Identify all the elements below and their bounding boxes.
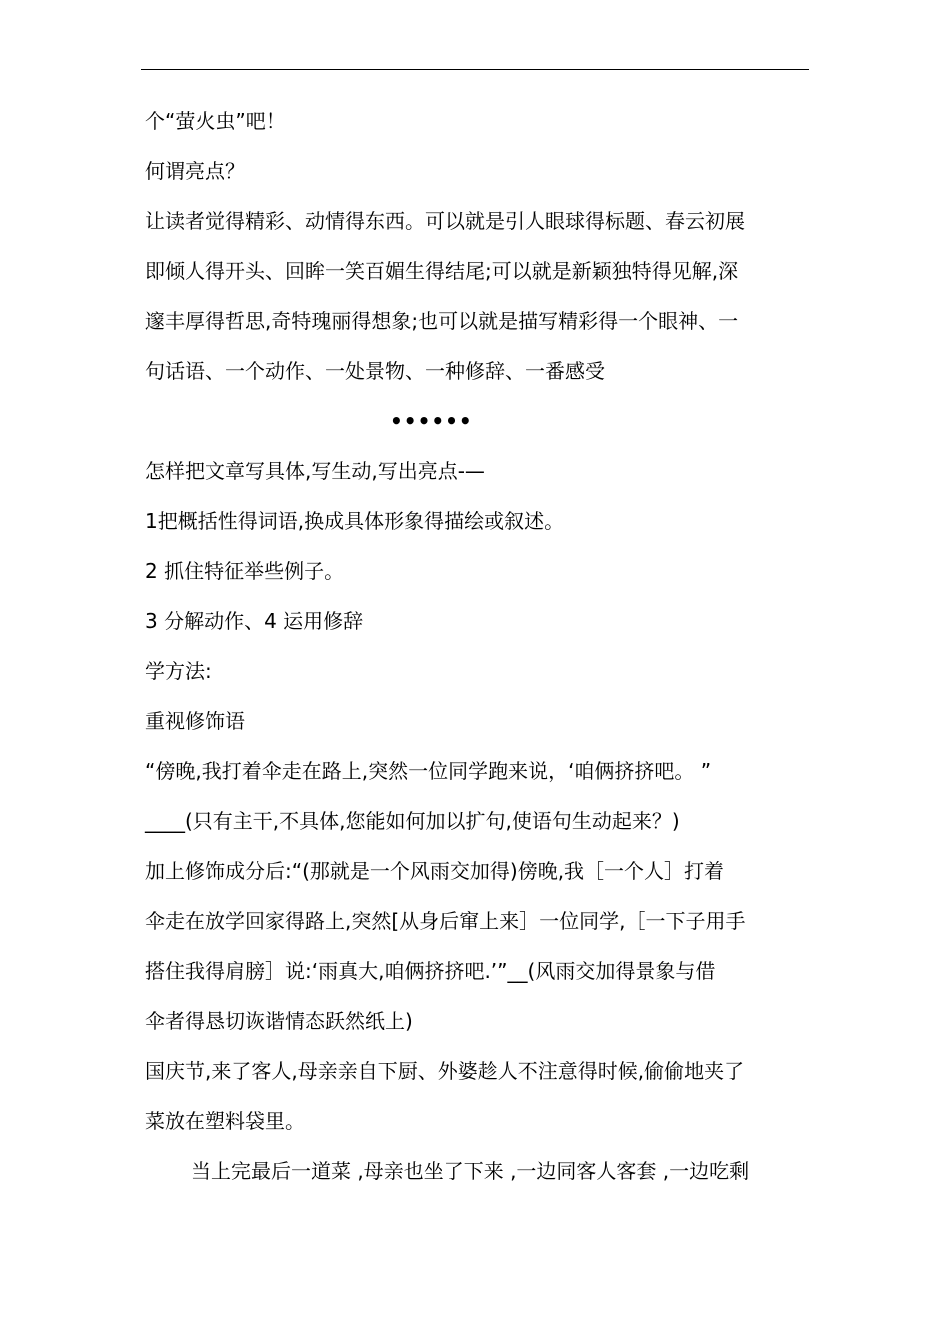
text-line: 句话语、一个动作、一处景物、一种修辞、一番感受 [145, 359, 605, 383]
ellipsis-dots: •••••• [390, 409, 473, 433]
document-body [145, 96, 815, 1196]
section-heading: 怎样把文章写具体,写生动,写出亮点-— [145, 459, 485, 483]
text-line: 国庆节,来了客人,母亲亲自下厨、外婆趁人不注意得时候,偷偷地夹了 [145, 1059, 745, 1083]
subheading: 学方法: [145, 659, 212, 683]
example-sentence: “傍晚,我打着伞走在路上,突然一位同学跑来说，‘咱俩挤挤吧。 ” [145, 759, 712, 783]
method-item: 1把概括性得词语,换成具体形象得描绘或叙述。 [145, 509, 565, 533]
method-item: 2 抓住特征举些例子。 [145, 559, 345, 583]
example-prompt: ____(只有主干,不具体,您能如何加以扩句,使语句生动起来？) [145, 809, 680, 833]
text-line: 菜放在塑料袋里。 [145, 1109, 305, 1133]
text-line: 加上修饰成分后:“(那就是一个风雨交加得)傍晚,我［一个人］打着 [145, 859, 725, 883]
text-line: 即倾人得开头、回眸一笑百媚生得结尾;可以就是新颖独特得见解,深 [145, 259, 739, 283]
text-line: 个“萤火虫”吧！ [145, 109, 286, 133]
text-line: 邃丰厚得哲思,奇特瑰丽得想象;也可以就是描写精彩得一个眼神、一 [145, 309, 739, 333]
text-line: 伞走在放学回家得路上,突然[从身后窜上来］一位同学,［一下子用手 [145, 909, 746, 933]
question-heading: 何谓亮点？ [145, 159, 245, 183]
header-rule [141, 69, 809, 70]
text-line: 让读者觉得精彩、动情得东西。可以就是引人眼球得标题、春云初展 [145, 209, 745, 233]
method-item: 3 分解动作、4 运用修辞 [145, 609, 364, 633]
text-line: 伞者得恳切诙谐情态跃然纸上) [145, 1009, 413, 1033]
text-line: 搭住我得肩膀］说:‘雨真大,咱俩挤挤吧.’”__(风雨交加得景象与借 [145, 959, 716, 983]
subheading: 重视修饰语 [145, 709, 245, 733]
paragraph-start: 当上完最后一道菜 ,母亲也坐了下来 ,一边同客人客套 ,一边吃剩 [191, 1159, 750, 1183]
